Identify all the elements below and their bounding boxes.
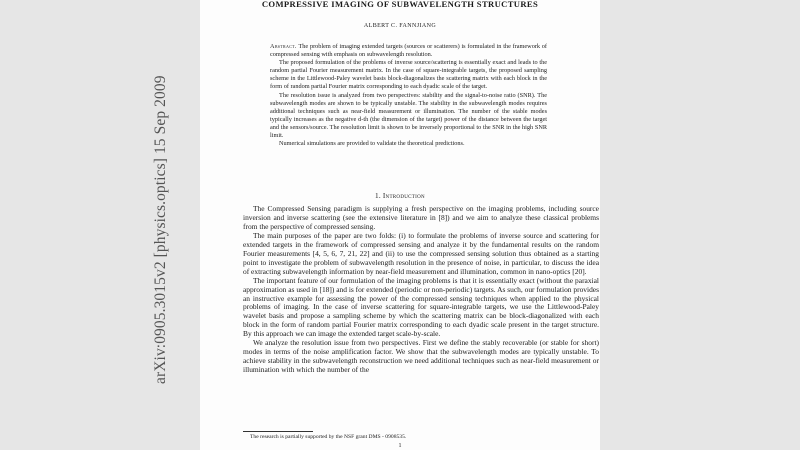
left-margin-background — [0, 0, 200, 450]
body-paragraph: The Compressed Sensing paradigm is supplying a fresh perspective on the imaging problems, including source inversion and inverse scattering (see the extensive literature in [8]) and we aim to analyze these classical problems from the perspective of compressed sensing. — [243, 204, 599, 231]
body-paragraph: We analyze the resolution issue from two perspectives. First we define the stably recoverable (or stable for short) modes in terms of the noise amplification factor. We show that the subwavelength modes are typically unstable. To achieve stability in the subwavelength reconstruction we need additional techniques such as near-field measurement or illumination with which the number of the — [243, 338, 599, 375]
footnote: The research is partially supported by the NSF grant DMS - 0908535. — [250, 434, 407, 440]
abstract — [270, 43, 547, 148]
section-heading — [200, 192, 600, 200]
body-paragraph: The main purposes of the paper are two folds: (i) to formulate the problems of inverse source and scattering for extended targets in the framework of compressed sensing and analyze it by the fundamental results on the random Fourier measurements [4, 5, 6, 7, 21, 22] and (ii) to use the compressed sensing solution thus obtained as a starting point to investigate the problem of subwavelength resolution in the presence of noise, in particular, to discuss the idea of extracting subwavelength information by near-field measurement and illumination, common in nano-optics [20]. — [243, 230, 599, 276]
paper-title: COMPRESSIVE IMAGING OF SUBWAVELENGTH STRUCTURES — [261, 0, 539, 9]
right-margin-background — [600, 0, 800, 450]
abstract-paragraph: Numerical simulations are provided to validate the theoretical predictions. — [279, 140, 465, 148]
abstract-paragraph: The resolution issue is analyzed from two perspectives: stability and the signal-to-noise ratio (SNR). The subwavelength modes are shown to be typically unstable. The stability in the subwavelength modes requires additional techniques such as near-field measurement or illumination. The number of the stable modes typically increases as the negative d-th (the dimension of the target) power of the distance between the target and the sensors/source. The resolution limit is shown to be inversely proportional to the SNR in the high SNR limit. — [270, 91, 547, 140]
section-title: Introduction — [382, 192, 425, 200]
body-text — [243, 205, 599, 375]
footnote-divider — [243, 431, 313, 432]
page-number: 1 — [398, 443, 402, 449]
arxiv-identifier-stamp: arXiv:0905.3015v2 [physics.optics] 15 Sep 2009 — [152, 75, 169, 384]
body-paragraph: The important feature of our formulation of the imaging problems is that it is essentially exact (without the paraxial approximation as used in [18]) and is for extended (periodic or non-periodic) targets. As such, our formulation provides an instructive example for assessing the power of the compressed sensing techniques when applied to the physical problems of imaging. In the case of inverse scattering for square-integrable targets, we use the Littlewood-Paley wavelet basis and propose a sampling scheme by which the scattering matrix can be block-diagonalized with each block in the form of random partial Fourier matrix corresponding to each dyadic scale present in the target structure. By this approach we can image the extended target scale-by-scale. — [243, 275, 599, 339]
section-number: 1. — [375, 192, 381, 200]
paper-author: ALBERT C. FANNJIANG — [363, 23, 437, 29]
paper-page — [200, 0, 600, 450]
abstract-label: Abstract. — [270, 43, 297, 50]
abstract-text: The problem of imaging extended targets (sources or scatterers) is formulated in the framework of compressed sensing with emphasis on subwavelength resolution. — [270, 43, 548, 59]
abstract-paragraph — [270, 43, 547, 59]
abstract-paragraph: The proposed formulation of the problems of inverse source/scattering is essentially exact and leads to the random partial Fourier measurement matrix. In the case of square-integrable targets, the proposed sampling scheme in the Littlewood-Paley wavelet basis block-diagonalizes the scattering matrix with each block in the form of random partial Fourier matrix corresponding to each dyadic scale of the target. — [270, 59, 547, 91]
